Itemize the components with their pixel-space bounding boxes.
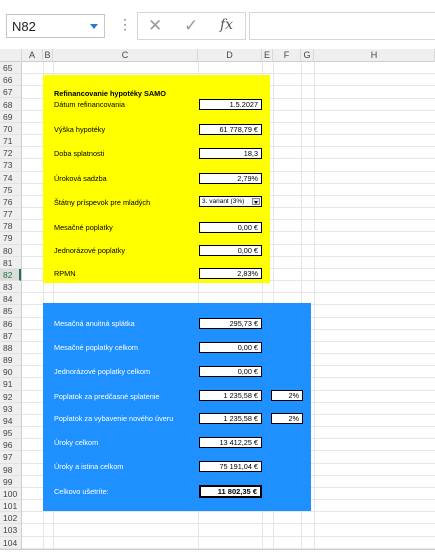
state-contribution-value: 3. variant (3%)	[202, 198, 245, 205]
row-gridline	[22, 523, 435, 524]
row-header[interactable]: 102	[0, 512, 21, 524]
column-header-f[interactable]: F	[273, 49, 301, 62]
row-header[interactable]: 72	[0, 147, 21, 159]
label-one-time-fees: Jednorázové poplatky	[54, 246, 125, 255]
label-monthly-payment: Mesačná anuitná splátka	[54, 319, 135, 328]
row-header[interactable]: 76	[0, 196, 21, 208]
label-rpmn: RPMN	[54, 269, 76, 278]
label-interest-principal-total: Úroky a istina celkom	[54, 462, 124, 471]
enter-icon[interactable]: ✓	[184, 16, 199, 35]
row-header[interactable]: 79	[0, 232, 21, 244]
row-header[interactable]: 78	[0, 220, 21, 232]
row-header[interactable]: 92	[0, 391, 21, 403]
row-header[interactable]: 98	[0, 464, 21, 476]
monthly-fees-total-value: 0,00 €	[199, 342, 262, 353]
column-header-b[interactable]: B	[43, 49, 53, 62]
rpmn-field[interactable]: 2,83%	[199, 268, 262, 279]
label-monthly-fees: Mesačné poplatky	[54, 223, 113, 232]
state-contribution-select[interactable]	[199, 196, 262, 207]
column-header-c[interactable]: C	[53, 49, 198, 62]
row-gridline	[22, 292, 435, 293]
new-loan-fee-value: 1 235,58 €	[199, 413, 262, 424]
row-header[interactable]: 71	[0, 135, 21, 147]
column-header-g[interactable]: G	[301, 49, 314, 62]
column-header-h[interactable]: H	[314, 49, 435, 62]
label-interest-total: Úroky celkom	[54, 438, 99, 447]
label-early-repayment-fee: Poplatok za predčasné splatenie	[54, 392, 160, 401]
row-header[interactable]: 73	[0, 159, 21, 171]
row-header[interactable]: 85	[0, 305, 21, 317]
row-header[interactable]: 100	[0, 488, 21, 500]
column-headers	[0, 49, 435, 62]
row-header[interactable]: 96	[0, 439, 21, 451]
row-header[interactable]: 95	[0, 427, 21, 439]
row-header[interactable]: 91	[0, 378, 21, 390]
label-interest-rate: Úroková sadzba	[54, 174, 107, 183]
new-loan-fee-pct[interactable]: 2%	[271, 413, 303, 424]
row-header[interactable]: 70	[0, 123, 21, 135]
results-panel	[43, 303, 311, 511]
interest-total-value: 13 412,25 €	[199, 437, 262, 448]
column-gridline	[314, 62, 315, 549]
row-header[interactable]: 66	[0, 74, 21, 86]
total-savings-value: 11 802,35 €	[199, 485, 262, 498]
select-all-corner[interactable]	[0, 49, 22, 62]
row-gridline	[22, 511, 435, 512]
row-header[interactable]: 84	[0, 293, 21, 305]
row-header[interactable]: 74	[0, 172, 21, 184]
row-header[interactable]: 69	[0, 111, 21, 123]
one-time-fees-total-value: 0,00 €	[199, 366, 262, 377]
row-header[interactable]: 87	[0, 330, 21, 342]
refinance-date-field[interactable]: 1.5.2027	[199, 99, 262, 110]
interest-principal-total-value: 75 191,04 €	[199, 461, 262, 472]
chevron-down-icon[interactable]	[252, 198, 260, 205]
early-repayment-fee-value: 1 235,58 €	[199, 390, 262, 401]
row-header[interactable]: 77	[0, 208, 21, 220]
row-header[interactable]: 81	[0, 257, 21, 269]
row-header[interactable]: 88	[0, 342, 21, 354]
formula-buttons	[137, 12, 246, 40]
name-box[interactable]	[6, 14, 105, 38]
name-box-dropdown-icon[interactable]	[90, 24, 98, 29]
label-one-time-fees-total: Jednorázové poplatky celkom	[54, 367, 151, 376]
row-header[interactable]: 90	[0, 366, 21, 378]
monthly-payment-value: 295,73 €	[199, 318, 262, 329]
row-header[interactable]: 68	[0, 99, 21, 111]
row-header[interactable]: 67	[0, 86, 21, 98]
name-box-value: N82	[12, 19, 36, 34]
early-repayment-fee-pct[interactable]: 2%	[271, 390, 303, 401]
column-header-e[interactable]: E	[262, 49, 273, 62]
more-options-icon[interactable]: ⋮	[118, 16, 132, 32]
maturity-field[interactable]: 18,3	[199, 148, 262, 159]
row-header[interactable]: 65	[0, 62, 21, 74]
panel-title: Refinancovanie hypotéky SAMO	[54, 89, 166, 98]
row-header[interactable]: 101	[0, 500, 21, 512]
label-monthly-fees-total: Mesačné poplatky celkom	[54, 343, 138, 352]
label-total-savings: Celkovo ušetríte:	[54, 487, 109, 496]
row-header[interactable]: 75	[0, 184, 21, 196]
formula-input[interactable]	[249, 12, 435, 40]
label-mortgage-amount: Výška hypotéky	[54, 125, 106, 134]
interest-rate-field[interactable]: 2,79%	[199, 173, 262, 184]
row-headers	[0, 62, 22, 549]
row-header[interactable]: 103	[0, 524, 21, 536]
monthly-fees-field[interactable]: 0,00 €	[199, 222, 262, 233]
insert-function-icon[interactable]: fx	[220, 17, 234, 33]
row-gridline	[22, 536, 435, 537]
label-maturity: Doba splatnosti	[54, 149, 105, 158]
cancel-icon[interactable]: ✕	[148, 16, 163, 35]
row-header[interactable]: 97	[0, 451, 21, 463]
row-header[interactable]: 89	[0, 354, 21, 366]
label-new-loan-fee: Poplatok za vybavenie nového úveru	[54, 414, 174, 423]
row-gridline	[22, 73, 435, 74]
row-header[interactable]: 99	[0, 476, 21, 488]
row-header[interactable]: 94	[0, 415, 21, 427]
row-header[interactable]: 93	[0, 403, 21, 415]
row-header[interactable]: 82	[0, 269, 21, 281]
label-state-contribution: Štátny príspevok pre mladých	[54, 198, 151, 207]
row-header[interactable]: 86	[0, 318, 21, 330]
row-header[interactable]: 83	[0, 281, 21, 293]
column-header-a[interactable]: A	[22, 49, 43, 62]
row-header[interactable]: 104	[0, 537, 21, 549]
column-header-d[interactable]: D	[198, 49, 262, 62]
formula-bar	[0, 0, 435, 46]
row-header[interactable]: 80	[0, 245, 21, 257]
mortgage-amount-field[interactable]: 61 778,79 €	[199, 124, 262, 135]
label-refinance-date: Dátum refinancovania	[54, 100, 125, 109]
one-time-fees-field[interactable]: 0,00 €	[199, 245, 262, 256]
